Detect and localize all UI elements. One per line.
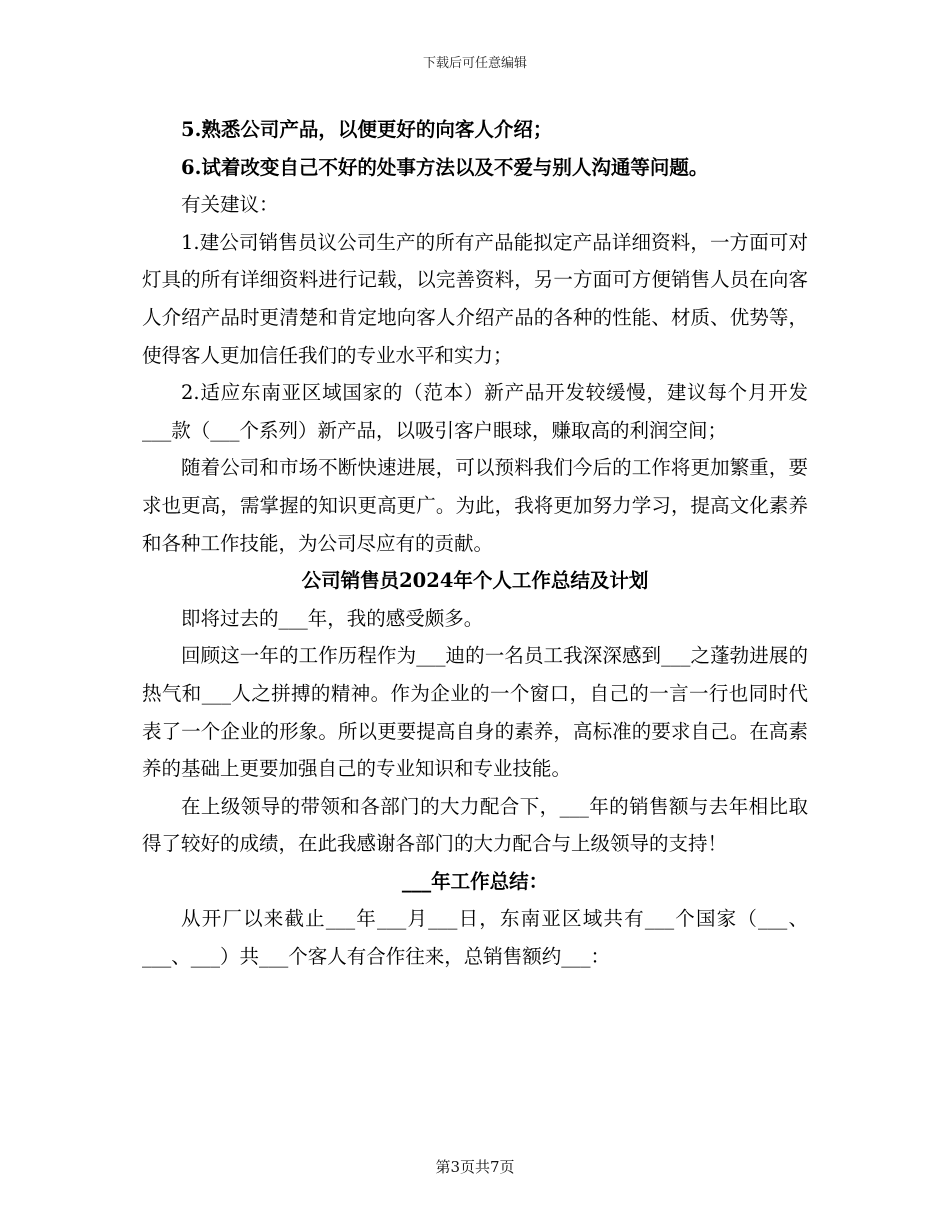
paragraph-item-5: 5.熟悉公司产品，以便更好的向客人介绍； xyxy=(181,118,553,141)
paragraph-review: 回顾这一年的工作历程作为___迪的一名员工我深深感到___之蓬勃进展的热气和___人之拼搏的精神。作为企业的一个窗口，自己的一言一行也同时代表了一个企业的形象。所以更要提高自身的素养，高标准的要求自己。在高素养的基础上更要加强自己的专业知识和专业技能。 xyxy=(142,644,808,781)
page-footer-number: 第3页共7页 xyxy=(435,1158,515,1176)
section-title: 公司销售员2024年个人工作总结及计划 xyxy=(301,569,649,593)
paragraph-summary: 从开厂以来截止___年___月___日，东南亚区域共有___个国家（___、___、___）共___个客人有合作往来，总销售额约___： xyxy=(142,907,808,969)
section-heading-summary: ___年工作总结： xyxy=(401,869,549,893)
paragraph-conclusion: 随着公司和市场不断快速进展，可以预料我们今后的工作将更加繁重，要求也更高，需掌握的知识更高更广。为此，我将更加努力学习，提高文化素养和各种工作技能，为公司尽应有的贡献。 xyxy=(142,456,808,555)
paragraph-thanks: 在上级领导的带领和各部门的大力配合下，___年的销售额与去年相比取得了较好的成绩，在此我感谢各部门的大力配合与上级领导的支持！ xyxy=(142,794,808,856)
paragraph-suggestion-1: 1.建公司销售员议公司生产的所有产品能拟定产品详细资料，一方面可对灯具的所有详细资料进行记载，以完善资料，另一方面可方便销售人员在向客人介绍产品时更清楚和肯定地向客人介绍产品的各种的性能、材质、优势等，使得客人更加信任我们的专业水平和实力； xyxy=(142,230,808,367)
paragraph-item-6: 6.试着改变自己不好的处事方法以及不爱与别人沟通等问题。 xyxy=(181,155,709,179)
paragraph-intro: 即将过去的___年，我的感受颇多。 xyxy=(181,606,484,630)
paragraph-suggestion-2: 2.适应东南亚区域国家的（范本）新产品开发较缓慢，建议每个月开发___款（___个系列）新产品，以吸引客户眼球，赚取高的利润空间； xyxy=(142,381,808,442)
page-header-note: 下载后可任意编辑 xyxy=(422,56,527,71)
paragraph-suggestions-label: 有关建议： xyxy=(181,193,279,217)
document-body xyxy=(142,111,808,976)
